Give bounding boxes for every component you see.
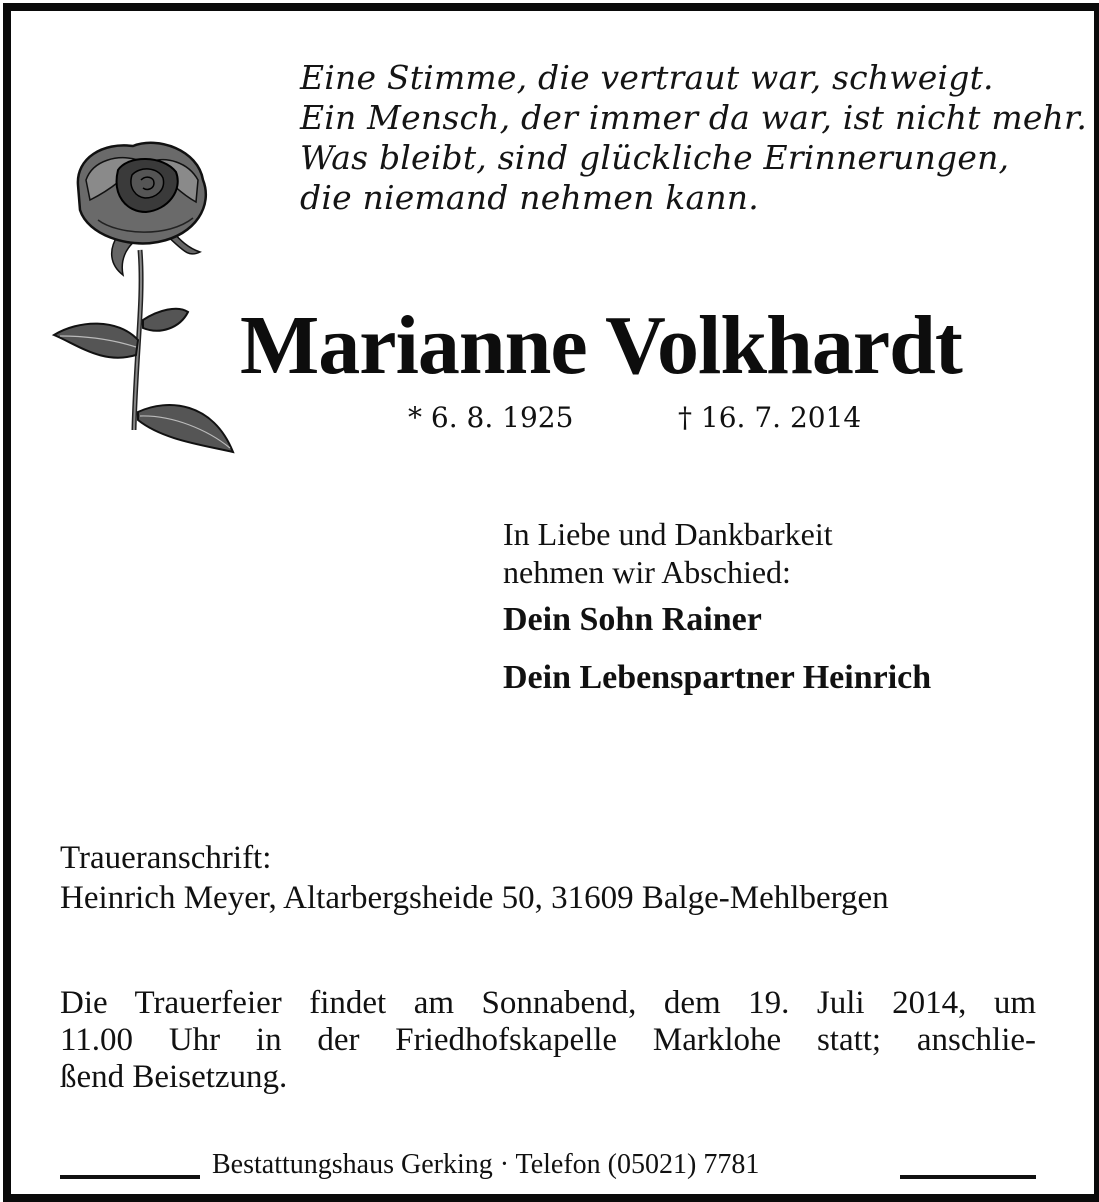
poem-line: Ein Mensch, der immer da war, ist nicht mehr. — [300, 98, 1088, 137]
poem — [300, 58, 1087, 218]
rose-icon — [48, 140, 243, 460]
service-line: ßend Beisetzung. — [60, 1059, 288, 1095]
life-dates — [408, 400, 861, 436]
mourning-address — [60, 838, 889, 918]
poem-line: Was bleibt, sind glückliche Erinnerungen, — [300, 138, 1010, 177]
farewell-intro — [503, 515, 833, 591]
service-line: 11.00 Uhr in der Friedhofskapelle Marklohe statt; anschlie- — [60, 1022, 1036, 1058]
mourner-partner: Dein Lebenspartner Heinrich — [503, 659, 932, 696]
deceased-name: Marianne Volkhardt — [240, 299, 962, 392]
farewell-line: In Liebe und Dankbarkeit — [503, 516, 833, 552]
funeral-home-footer: Bestattungshaus Gerking · Telefon (05021) 7781 — [212, 1149, 760, 1180]
funeral-service-info — [60, 985, 1036, 1096]
address-value: Heinrich Meyer, Altarbergsheide 50, 31609 Balge-Mehlbergen — [60, 880, 889, 916]
farewell-line: nehmen wir Abschied: — [503, 554, 791, 590]
service-line: Die Trauerfeier findet am Sonnabend, dem 19. Juli 2014, um — [60, 985, 1036, 1021]
mourner-son: Dein Sohn Rainer — [503, 601, 762, 638]
poem-line: Eine Stimme, die vertraut war, schweigt. — [300, 58, 994, 97]
death-date: † 16. 7. 2014 — [678, 401, 862, 434]
footer-rule-right — [900, 1175, 1036, 1179]
poem-line: die niemand nehmen kann. — [300, 178, 759, 217]
address-label: Traueranschrift: — [60, 840, 272, 876]
birth-date: * 6. 8. 1925 — [408, 401, 574, 434]
footer-rule-left — [60, 1175, 200, 1179]
